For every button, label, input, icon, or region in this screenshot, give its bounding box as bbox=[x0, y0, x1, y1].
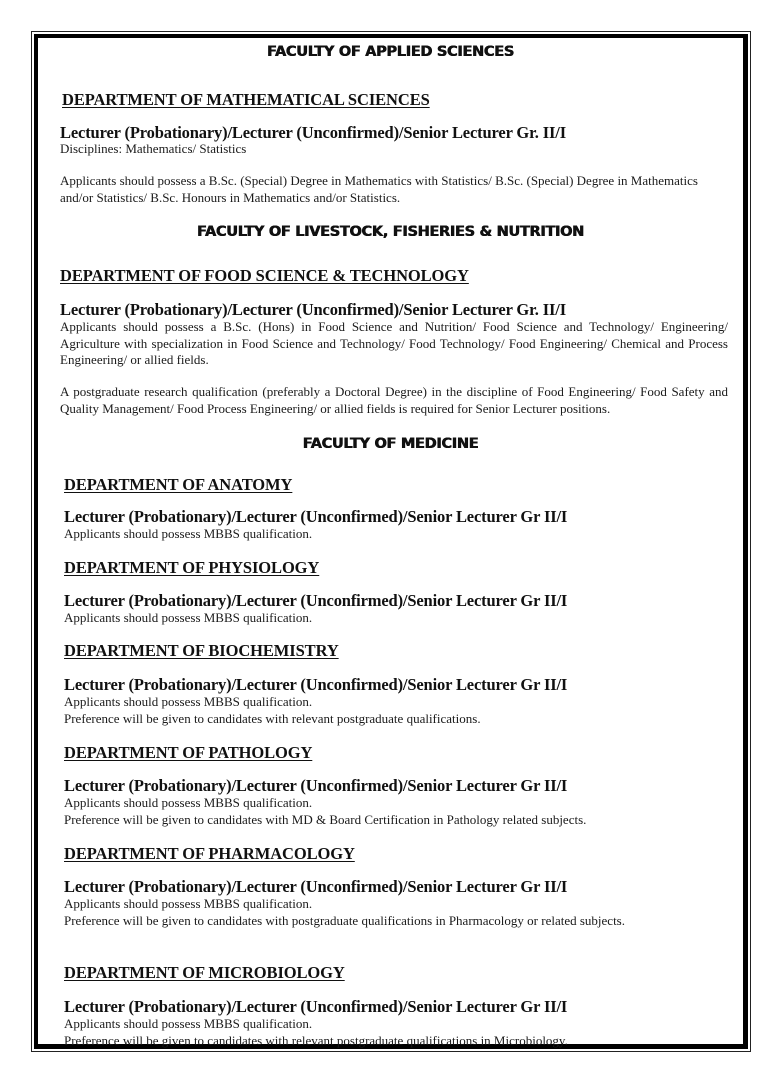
senior-lecturer-requirement-text: A postgraduate research qualification (preferably a Doctoral Degree) in the discipline of Food Engineering/ Food Safety and Quality Management/ Food Process Engineering/ or allied fields is required for Senior Lecturer positions. bbox=[60, 384, 728, 416]
requirements-text: Applicants should possess MBBS qualification. bbox=[64, 610, 313, 625]
preference-text: Preference will be given to candidates with postgraduate qualifications in Pharmacology or related subjects. bbox=[64, 913, 625, 928]
post-title: Lecturer (Probationary)/Lecturer (Unconfirmed)/Senior Lecturer Gr II/I bbox=[64, 877, 568, 896]
requirements-text: Applicants should possess a B.Sc. (Special) Degree in Mathematics with Statistics/ B.Sc. (Special) Degree in Mathematics and/or Statistics/ B.Sc. Honours in Mathematics and/or Statistics. bbox=[60, 173, 698, 205]
disciplines-text: Disciplines: Mathematics/ Statistics bbox=[60, 141, 247, 156]
requirements-text: Applicants should possess MBBS qualification. bbox=[64, 896, 313, 911]
requirements-text: Applicants should possess a B.Sc. (Hons) in Food Science and Nutrition/ Food Science and Technology/ Engineering/ Agriculture with specialization in Food Science and Technology/ Food Technology/ Food Engineering/ Chemical and Process Engineering/ or allied fields. bbox=[60, 319, 728, 367]
post-title: Lecturer (Probationary)/Lecturer (Unconfirmed)/Senior Lecturer Gr II/I bbox=[64, 675, 568, 694]
department-heading-anatomy: DEPARTMENT OF ANATOMY bbox=[64, 475, 293, 494]
requirements-text: Applicants should possess MBBS qualification. bbox=[64, 1016, 313, 1031]
preference-text: Preference will be given to candidates with relevant postgraduate qualifications. bbox=[64, 711, 481, 726]
post-title: Lecturer (Probationary)/Lecturer (Unconfirmed)/Senior Lecturer Gr II/I bbox=[64, 997, 568, 1016]
page-border bbox=[31, 31, 751, 1052]
preference-text: Preference will be given to candidates with MD & Board Certification in Pathology related subjects. bbox=[64, 812, 587, 827]
faculty-title-medicine: FACULTY OF MEDICINE bbox=[302, 436, 479, 452]
department-heading-physiology: DEPARTMENT OF PHYSIOLOGY bbox=[64, 558, 320, 577]
faculty-title-applied-sciences: FACULTY OF APPLIED SCIENCES bbox=[267, 44, 514, 60]
post-title: Lecturer (Probationary)/Lecturer (Unconfirmed)/Senior Lecturer Gr II/I bbox=[64, 507, 568, 526]
department-heading-biochemistry: DEPARTMENT OF BIOCHEMISTRY bbox=[64, 641, 339, 660]
department-heading-pathology: DEPARTMENT OF PATHOLOGY bbox=[64, 743, 313, 762]
department-heading-pharmacology: DEPARTMENT OF PHARMACOLOGY bbox=[64, 844, 355, 863]
post-title: Lecturer (Probationary)/Lecturer (Unconfirmed)/Senior Lecturer Gr. II/I bbox=[60, 123, 566, 142]
department-heading-food-science-technology: DEPARTMENT OF FOOD SCIENCE & TECHNOLOGY bbox=[60, 266, 469, 285]
post-title: Lecturer (Probationary)/Lecturer (Unconfirmed)/Senior Lecturer Gr II/I bbox=[64, 591, 568, 610]
post-title: Lecturer (Probationary)/Lecturer (Unconfirmed)/Senior Lecturer Gr. II/I bbox=[60, 300, 566, 319]
post-title: Lecturer (Probationary)/Lecturer (Unconfirmed)/Senior Lecturer Gr II/I bbox=[64, 776, 568, 795]
requirements-text: Applicants should possess MBBS qualification. bbox=[64, 694, 313, 709]
requirements-text: Applicants should possess MBBS qualification. bbox=[64, 795, 313, 810]
preference-text: Preference will be given to candidates with relevant postgraduate qualifications in Microbiology. bbox=[64, 1033, 568, 1048]
faculty-title-livestock-fisheries-nutrition: FACULTY OF LIVESTOCK, FISHERIES & NUTRITION bbox=[197, 224, 584, 240]
department-heading-microbiology: DEPARTMENT OF MICROBIOLOGY bbox=[64, 963, 345, 982]
requirements-text: Applicants should possess MBBS qualification. bbox=[64, 526, 313, 541]
page-content bbox=[34, 34, 748, 1049]
department-heading-mathematical-sciences: DEPARTMENT OF MATHEMATICAL SCIENCES bbox=[62, 90, 430, 109]
